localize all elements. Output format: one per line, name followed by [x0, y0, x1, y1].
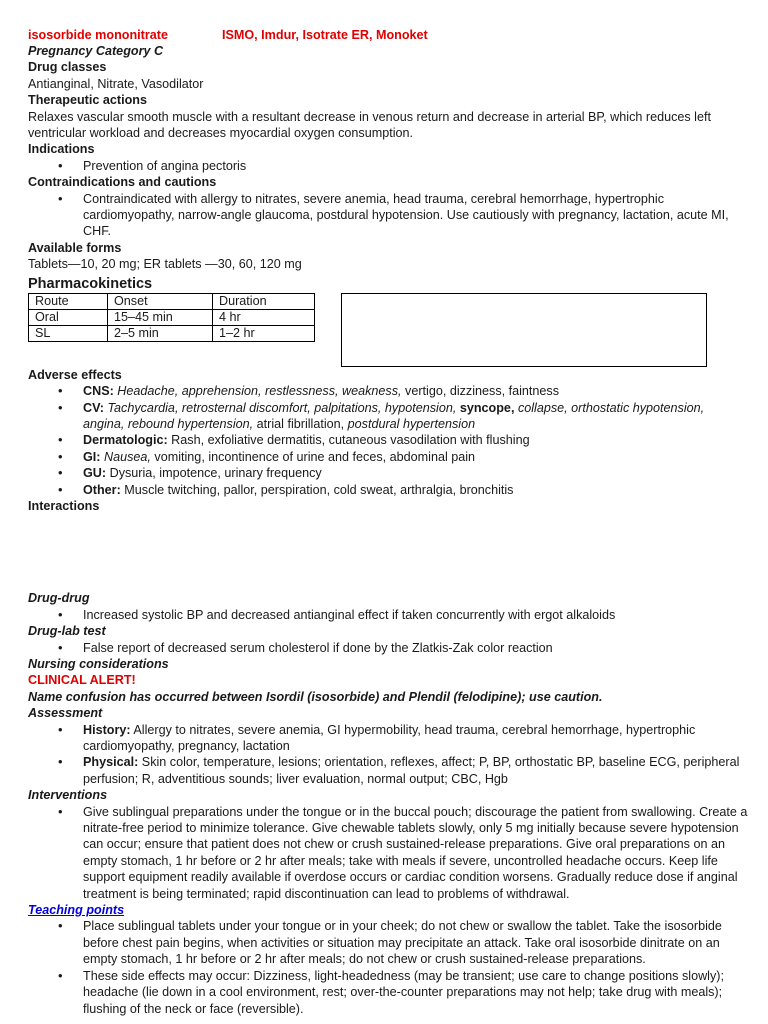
list-item: • Give sublingual preparations under the tongue or in the buccal pouch; discourage the patient from swallowing. Create a nitrate-free period to minimize tolerance. Give chewable tablets slowly, only 5 mg initially because severe hypotension can occur; ensure that patient does not chew or crush sustained-release preparations. Give oral preparations on an empty stomach, 1 hr before or 2 hr after meals; take with meals if severe, uncontrolled headache occurs. Keep life support equipment readily available if overdose occurs or cardiac condition worsens. Gradually reduce dose if anginal treatment is being terminated; rapid discontinuation can lead to problems of withdrawal.: [28, 804, 748, 902]
cv-label: CV:: [83, 400, 104, 415]
table-header-row: [29, 293, 315, 309]
contraindications-list: [28, 191, 748, 240]
clinical-alert-text: Name confusion has occurred between Isordil (isosorbide) and Plendil (felodipine); use caution.: [28, 689, 603, 704]
table-cell: 4 hr: [213, 309, 315, 325]
list-item: • Prevention of angina pectoris: [28, 158, 748, 174]
list-item: [28, 465, 748, 481]
table-cell: 1–2 hr: [213, 325, 315, 341]
gu-plain: Dysuria, impotence, urinary frequency: [106, 466, 322, 481]
cv-plain: atrial fibrillation,: [253, 416, 345, 431]
list-item: [28, 449, 748, 465]
drug-classes-text: Antianginal, Nitrate, Vasodilator: [28, 76, 204, 91]
list-item: • Place sublingual tablets under your tongue or in your cheek; do not chew or swallow the tablet. Take the isosorbide before chest pain begins, when activities or situation may precipitate an attack. Take oral isosorbide dinitrate on an empty stomach, 1 hr before or 2 hr after meals; do not chew or crush sustained-release preparations.: [28, 918, 748, 967]
assessment-heading: Assessment: [28, 706, 103, 721]
physical-label: Physical:: [83, 755, 139, 770]
therapeutic-actions-heading: Therapeutic actions: [28, 93, 147, 108]
therapeutic-actions-text: Relaxes vascular smooth muscle with a resultant decrease in venous return and decrease in arterial BP, which reduces left ventricular workload and decreases myocardial oxygen consumption.: [28, 109, 711, 141]
drug-drug-heading: Drug-drug: [28, 591, 90, 606]
nursing-heading: Nursing considerations: [28, 656, 169, 671]
indications-list: [28, 158, 748, 174]
derm-plain: Rash, exfoliative dermatitis, cutaneous vasodilation with flushing: [167, 433, 530, 448]
table-cell: Oral: [29, 309, 108, 325]
gi-plain: vomiting, incontinence of urine and feces, abdominal pain: [150, 449, 476, 464]
clinical-alert: CLINICAL ALERT!: [28, 673, 136, 688]
available-forms-heading: Available forms: [28, 240, 122, 255]
brand-names: ISMO, Imdur, Isotrate ER, Monoket: [222, 28, 428, 42]
cv-italic-1: Tachycardia, retrosternal discomfort, palpitations, hypotension,: [107, 400, 457, 415]
interventions-heading: Interventions: [28, 788, 108, 803]
generic-name: isosorbide mononitrate: [28, 28, 168, 42]
list-item: • These side effects may occur: Dizziness, light-headedness (may be transient; use care to change positions slowly); headache (lie down in a cool environment, rest; over-the-counter preparations may not help; take drug with meals); flushing of the neck or face (reversible).: [28, 968, 748, 1017]
list-item: [28, 432, 748, 448]
column-header: Duration: [213, 293, 315, 309]
pregnancy-category: Pregnancy Category C: [28, 44, 164, 58]
cns-italic: Headache, apprehension, restlessness, weakness,: [117, 384, 402, 399]
cns-label: CNS:: [83, 384, 114, 399]
adverse-effects-list: [28, 383, 748, 498]
other-label: Other:: [83, 482, 121, 497]
pharmacokinetics-table: [28, 293, 315, 342]
list-item: • False report of decreased serum cholesterol if done by the Zlatkis-Zak color reaction: [28, 640, 748, 656]
table-cell: 2–5 min: [108, 325, 213, 341]
interactions-heading: Interactions: [28, 498, 100, 513]
column-header: Onset: [108, 293, 213, 309]
other-plain: Muscle twitching, pallor, perspiration, cold sweat, arthralgia, bronchitis: [120, 482, 514, 497]
table-cell: 15–45 min: [108, 309, 213, 325]
teaching-points-link[interactable]: Teaching points: [28, 903, 125, 918]
table-cell: SL: [29, 325, 108, 341]
assessment-list: [28, 722, 748, 788]
table-row: [29, 309, 315, 325]
gu-label: GU:: [83, 466, 107, 481]
available-forms-text: Tablets—10, 20 mg; ER tablets —30, 60, 120 mg: [28, 257, 302, 272]
cv-italic-2: collapse, orthostatic hypotension, angina, rebound hypertension,: [83, 400, 705, 431]
indications-heading: Indications: [28, 142, 95, 157]
gi-label: GI:: [83, 449, 101, 464]
drug-title-row: [28, 27, 748, 43]
drug-lab-heading: Drug-lab test: [28, 624, 106, 639]
list-item: • Contraindicated with allergy to nitrates, severe anemia, head trauma, cerebral hemorrhage, hypertrophic cardiomyopathy, narrow-angle glaucoma, postdural hypotension. Use cautiously with pregnancy, lactation, acute MI, CHF.: [28, 191, 748, 240]
interventions-list: [28, 804, 748, 902]
derm-label: Dermatologic:: [83, 433, 168, 448]
contraindications-heading: Contraindications and cautions: [28, 175, 217, 190]
adverse-effects-heading: Adverse effects: [28, 367, 122, 382]
drug-monograph: [28, 27, 748, 1017]
list-item: • Increased systolic BP and decreased antianginal effect if taken concurrently with ergot alkaloids: [28, 607, 748, 623]
list-item: [28, 754, 748, 787]
history-text: Allergy to nitrates, severe anemia, GI hypermobility, head trauma, cerebral hemorrhage, hypertrophic cardiomyopathy, pregnancy, lactation: [83, 722, 696, 753]
column-header: Route: [29, 293, 108, 309]
pharmacokinetics-heading: Pharmacokinetics: [28, 275, 153, 292]
physical-text: Skin color, temperature, lesions; orientation, reflexes, affect; P, BP, orthostatic BP, baseline ECG, peripheral perfusion; R, adventitious sounds; liver evaluation, normal output; CBC, Hgb: [83, 755, 740, 786]
list-item: [28, 400, 748, 433]
cv-italic-3: postdural hypertension: [347, 416, 476, 431]
cv-bold: syncope,: [459, 400, 515, 415]
empty-text-box: [341, 293, 707, 367]
table-row: [29, 325, 315, 341]
drug-lab-list: [28, 640, 748, 656]
drug-classes-heading: Drug classes: [28, 60, 107, 75]
list-item: [28, 383, 748, 399]
list-item: [28, 482, 748, 498]
gi-italic: Nausea,: [104, 449, 151, 464]
drug-drug-list: [28, 607, 748, 623]
history-label: History:: [83, 722, 131, 737]
cns-plain: vertigo, dizziness, faintness: [401, 384, 560, 399]
list-item: [28, 722, 748, 755]
pharmacokinetics-section: [28, 293, 748, 357]
teaching-points-list: [28, 918, 748, 1016]
